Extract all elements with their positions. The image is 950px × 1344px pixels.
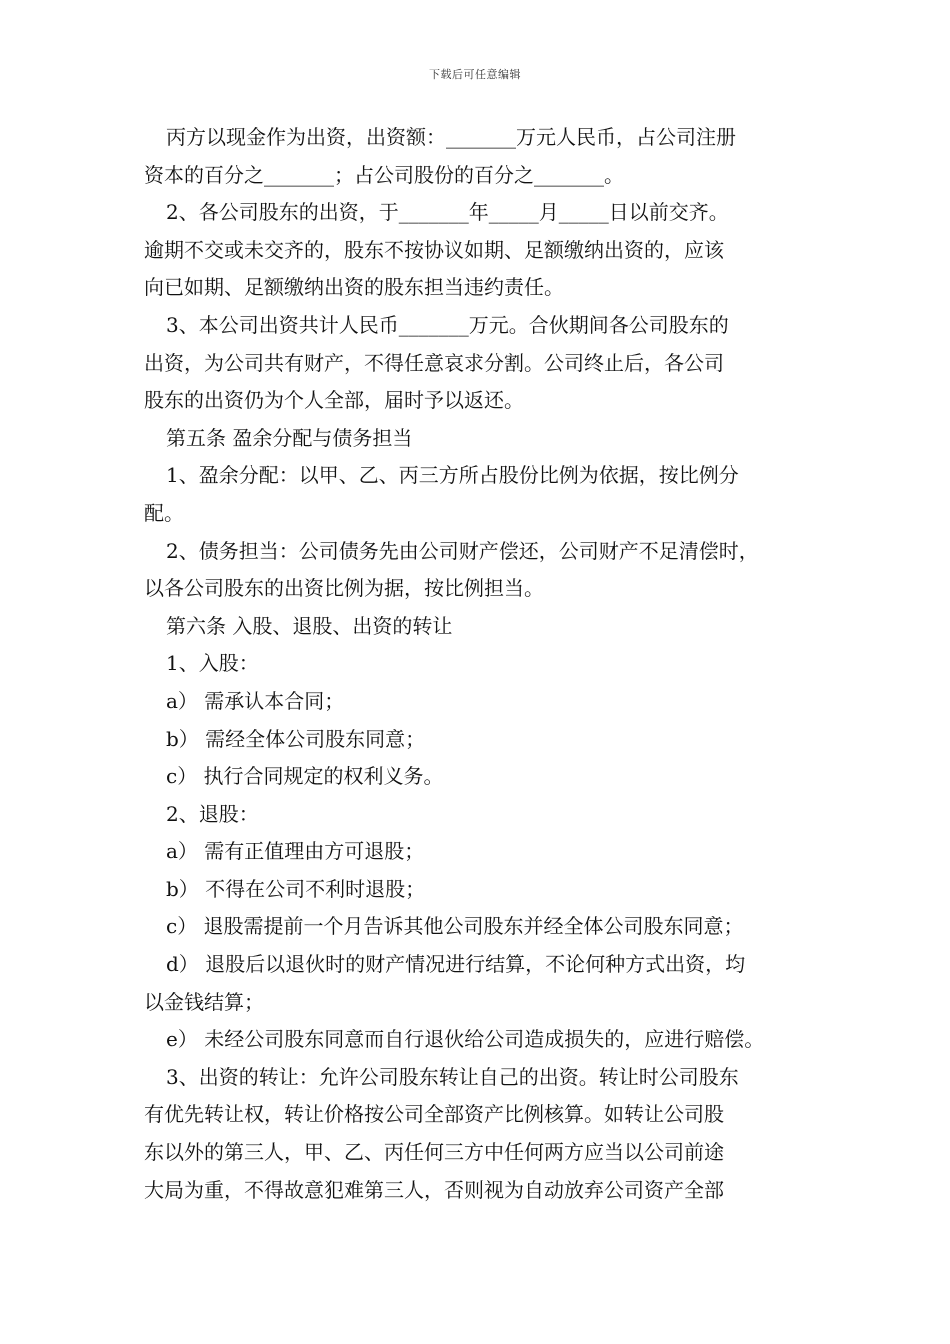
page-header: 下载后可任意编辑 xyxy=(429,68,521,81)
document-body xyxy=(144,119,814,1209)
paragraph-line: 2、各公司股东的出资，于_______年_____月_____日以前交齐。 xyxy=(166,200,729,225)
paragraph-line: 逾期不交或未交齐的，股东不按协议如期、足额缴纳出资的，应该 xyxy=(144,237,724,262)
paragraph-line: 大局为重，不得故意犯难第三人，否则视为自动放弃公司资产全部 xyxy=(144,1177,724,1202)
paragraph-line: 向已如期、足额缴纳出资的股东担当违约责任。 xyxy=(144,275,564,300)
list-heading: 1、入股： xyxy=(166,651,259,676)
list-item: e） 未经公司股东同意而自行退伙给公司造成损失的，应进行赔偿。 xyxy=(166,1027,765,1052)
list-item: a） 需有正值理由方可退股； xyxy=(166,839,425,864)
paragraph-line: 出资，为公司共有财产，不得任意哀求分割。公司终止后，各公司 xyxy=(144,350,724,375)
list-item: c） 退股需提前一个月告诉其他公司股东并经全体公司股东同意； xyxy=(166,914,744,939)
paragraph-line: 1、盈余分配：以甲、乙、丙三方所占股份比例为依据，按比例分 xyxy=(166,463,739,488)
list-item: a） 需承认本合同； xyxy=(166,688,345,713)
paragraph-line: 股东的出资仍为个人全部，届时予以返还。 xyxy=(144,388,524,413)
paragraph-line: 以各公司股东的出资比例为据，按比例担当。 xyxy=(144,576,544,601)
paragraph-line: 3、出资的转让：允许公司股东转让自己的出资。转让时公司股东 xyxy=(166,1064,739,1089)
list-item: d） 退股后以退伙时的财产情况进行结算，不论何种方式出资，均 xyxy=(166,952,746,977)
paragraph-line: 以金钱结算； xyxy=(144,989,264,1014)
paragraph-line: 资本的百分之_______；占公司股份的百分之_______。 xyxy=(144,162,624,187)
section-heading: 第五条 盈余分配与债务担当 xyxy=(166,425,413,450)
paragraph-line: 东以外的第三人，甲、乙、丙任何三方中任何两方应当以公司前途 xyxy=(144,1140,724,1165)
section-heading: 第六条 入股、退股、出资的转让 xyxy=(166,613,453,638)
list-item: b） 不得在公司不利时退股； xyxy=(166,876,426,901)
list-item: b） 需经全体公司股东同意； xyxy=(166,726,426,751)
list-heading: 2、退股： xyxy=(166,801,259,826)
paragraph-line: 有优先转让权，转让价格按公司全部资产比例核算。如转让公司股 xyxy=(144,1102,724,1127)
list-item: c） 执行合同规定的权利义务。 xyxy=(166,764,444,789)
paragraph-line: 丙方以现金作为出资，出资额：_______万元人民币，占公司注册 xyxy=(166,125,736,149)
paragraph-line: 3、本公司出资共计人民币_______万元。合伙期间各公司股东的 xyxy=(166,312,729,337)
paragraph-line: 配。 xyxy=(144,500,184,525)
paragraph-line: 2、债务担当：公司债务先由公司财产偿还，公司财产不足清偿时， xyxy=(166,538,759,563)
